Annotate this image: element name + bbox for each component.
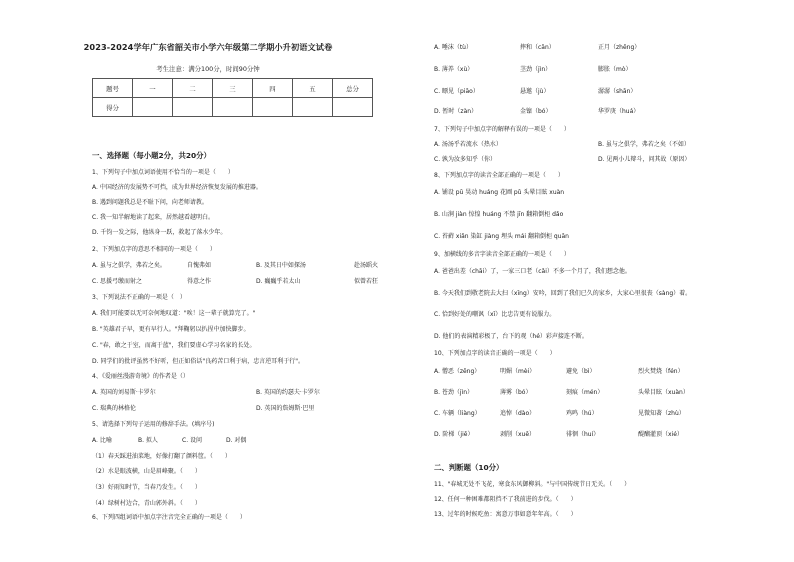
question-10-option-c-1: C. 车辆（liàng） [434, 410, 481, 417]
score-cell-blank[interactable] [173, 98, 213, 117]
score-cell-blank[interactable] [133, 98, 173, 117]
question-3-option-d: D. 同学们的批评虽然不好听，但正如俗话"良药苦口利于病，忠言逆耳利于行"。 [92, 358, 304, 365]
question-5-choice-a: A. 比喻 [92, 437, 112, 444]
question-10-stem: 10、下列加点字的读音正确的一项是（ ） [434, 350, 556, 357]
score-table-header-row [93, 79, 373, 98]
score-cell-header: 四 [253, 79, 293, 98]
exam-instructions: 考生注意：满分100分，时间90分钟 [156, 65, 260, 73]
question-7-option-a: A. 汤汤乎若流水（热水） [434, 141, 502, 148]
question-6-option-b-3: 膨胀（mò） [598, 66, 632, 73]
score-cell-header: 一 [133, 79, 173, 98]
question-10-option-d-4: 醍醐灌顶（xié） [638, 431, 683, 438]
question-6-option-d-3: 华罗庚（huá） [598, 108, 640, 115]
question-7-option-d: D. 见两小儿辩斗，问其故（原因） [598, 156, 691, 163]
question-9-option-b: B. 今天我们到敬老院去大扫（xīng）安吟，回到了我们已久的家乡，大家心里很丧（sàng）着。 [434, 290, 692, 297]
question-6-option-a-1: A. 唾沫（tù） [434, 44, 472, 51]
question-13: 13、过年的时候吃鱼：寓意万事如意年年高。（ ） [434, 511, 577, 518]
question-5-item-2: （2）水是眼波横，山是眉峰聚。（ ） [92, 468, 201, 475]
question-6-option-c-3: 潺潺（shān） [598, 88, 637, 95]
section-heading-judgement: 二、判断题（10分） [434, 463, 504, 472]
question-4-option-a: A. 英国的刘易斯·卡罗尔 [92, 389, 156, 396]
question-6-option-a-2: 摔和（cān） [520, 44, 555, 51]
question-10-option-c-3: 鸡鸣（hú） [566, 410, 598, 417]
question-1-option-a: A. 中国经济的发展势不可挡，成为世界经济恢复发展的推进器。 [92, 184, 262, 191]
score-cell-header: 总分 [333, 79, 373, 98]
question-10-option-d-1: D. 阶梯（jiē） [434, 431, 474, 438]
question-2-option-b-word: 赴汤蹈火 [354, 262, 379, 269]
question-10-option-b-3: 刻痕（mén） [566, 389, 604, 396]
question-2-option-d: D. 巍巍乎若太山 [256, 278, 301, 285]
score-cell-blank[interactable] [293, 98, 333, 117]
question-2-option-d-word: 似曾若狂 [354, 278, 379, 285]
question-10-option-a-1: A. 憎恶（zēng） [434, 368, 481, 375]
question-3-option-c: C. "春，敢之于室，而离于蓝"，我们要虚心学习名家的长处。 [92, 342, 256, 349]
question-10-option-b-1: B. 苍劲（jìn） [434, 389, 474, 396]
question-2-option-b: B. 及其日中如探汤 [256, 262, 306, 269]
question-6-option-c-1: C. 瞟见（piāo） [434, 88, 479, 95]
question-2-option-a-word: 自愧弗如 [187, 262, 212, 269]
question-4-stem: 4、《爱丽丝漫游奇境》的作者是（） [92, 373, 189, 380]
question-2-stem: 2、下列加点字的意思不相同的一项是（ ） [92, 246, 216, 253]
question-1-option-c: C. 我一知半解地读了起来，居然越看越明白。 [92, 214, 215, 221]
question-9-option-c: C. 恰到好处的嘲讽（xī）比忠告更有说服力。 [434, 311, 556, 318]
question-2-option-a: A. 虽与之俱学，弗若之矣。 [92, 262, 166, 269]
question-10-option-b-4: 头晕目眩（xuàn） [638, 389, 689, 396]
score-table-score-row [93, 98, 373, 117]
score-cell-blank[interactable] [213, 98, 253, 117]
question-3-option-a: A. 我们可能要以无可奈何地叹道："唉！这一辈子就算完了。" [92, 310, 256, 317]
question-6-option-d-1: D. 暂时（zàn） [434, 108, 478, 115]
question-10-option-b-2: 薄雾（bó） [500, 389, 532, 396]
question-1-option-d: D. 千钧一发之际，他纵身一跃，救起了落水少年。 [92, 229, 227, 236]
score-cell-blank[interactable] [253, 98, 293, 117]
question-8-option-a: A. 铺设 pū 昊动 huáng 花圃 pǔ 头晕目眩 xuàn [434, 189, 565, 196]
right-column [412, 0, 784, 562]
question-10-option-a-2: 明媚（mèi） [500, 368, 536, 375]
score-cell-header: 题号 [93, 79, 133, 98]
question-4-option-d: D. 英国的詹姆斯·巴里 [256, 405, 315, 412]
question-5-item-3: （3）好雨知时节，当春乃发生。（ ） [92, 484, 201, 491]
question-10-option-c-2: 追悼（dào） [500, 410, 536, 417]
question-6-option-b-1: B. 薄养（xù） [434, 66, 474, 73]
question-10-option-d-3: 徘徊（huí） [566, 431, 600, 438]
exam-title: 2023-2024学年广东省韶关市小学六年级第二学期小升初语文试卷 [83, 42, 333, 52]
question-7-stem: 7、下列句子中加点字的解释有误的一项是（ ） [434, 126, 570, 133]
question-3-stem: 3、下列说法不正确的一项是（ ） [92, 294, 186, 301]
question-1-option-b: B. 遇到问题我总是不耻下问，向老师请教。 [92, 199, 208, 206]
question-3-option-b: B. "英雄君子早，更有早行人。"拜鞠躬以扒捏中加快脚步。 [92, 326, 250, 333]
question-6-option-d-2: 金镍（bó） [520, 108, 552, 115]
question-2-option-c: C. 思援弓缴而射之 [92, 278, 143, 285]
question-5-stem: 5、请选择下列句子运用的修辞手法。(填序号) [92, 421, 215, 428]
question-11: 11、"春城无处不飞花，寒食东风御柳斜。"与中国传统节日无关。（ ） [434, 481, 631, 488]
question-5-item-4: （4）绿树村边合，青山郭外斜。（ ） [92, 500, 201, 507]
question-9-stem: 9、加横线的多音字读音全部正确的一项是（ ） [434, 251, 570, 258]
score-row-label: 得分 [93, 98, 133, 117]
question-6-option-b-2: 茎劲（jìn） [520, 66, 552, 73]
question-7-option-c: C. 孰为汝多知乎（你） [434, 156, 497, 163]
question-5-choice-b: B. 拟人 [138, 437, 158, 444]
question-5-choice-c: C. 设问 [182, 437, 203, 444]
question-4-option-c: C. 瑞典的林格伦 [92, 405, 137, 412]
question-7-option-b: B. 虽与之俱学，弗若之矣（不如） [598, 141, 690, 148]
question-12: 12、任何一种困难都阻挡不了我前进的步伐。（ ） [434, 496, 577, 503]
question-8-stem: 8、下列加点字的读音全部正确的一项是（ ） [434, 172, 564, 179]
question-5-item-1: （1）春天踩进油菜地，好像打翻了颜料筐。（ ） [92, 453, 231, 460]
question-9-option-a: A. 爸爸出差（chāi）了，一家三口老（cǎi）不多一个月了，我们想念他。 [434, 268, 631, 275]
question-6-option-c-2: 悬邀（jù） [520, 88, 550, 95]
question-10-option-c-4: 见微知著（zhù） [638, 410, 685, 417]
question-6-option-a-3: 正月（zhēng） [598, 44, 641, 51]
question-8-option-c: C. 苔藓 xiǎn 染缸 jiàng 埋头 mái 翻箱倒柜 quān [434, 233, 569, 240]
question-5-choice-d: D. 对偶 [226, 437, 247, 444]
section-heading-choice: 一、选择题（每小题2分，共20分） [92, 151, 211, 160]
score-table [92, 78, 373, 117]
question-9-option-d: D. 他们的表演精彩极了，台下的观（hé）彩声接连不断。 [434, 333, 588, 340]
score-cell-blank[interactable] [333, 98, 373, 117]
score-cell-header: 五 [293, 79, 333, 98]
score-cell-header: 三 [213, 79, 253, 98]
question-10-option-a-4: 烈火焚烧（fén） [638, 368, 684, 375]
question-4-option-b: B. 英国的约瑟夫·卡罗尔 [256, 389, 320, 396]
question-10-option-a-3: 避免（bì） [566, 368, 596, 375]
question-10-option-d-2: 剥削（xuē） [500, 431, 536, 438]
question-1-stem: 1、下列句子中加点词语使用不恰当的一项是（ ） [92, 169, 234, 176]
question-2-option-c-word: 得意之作 [187, 278, 212, 285]
question-8-option-b: B. 山涧 jiàn 惊惶 huáng 不禁 jīn 翻箱倒柜 dǎo [434, 211, 564, 218]
question-6-stem: 6、下列四组词语中加点字注音完全正确的一项是（ ） [92, 514, 246, 521]
left-column [22, 0, 394, 562]
score-cell-header: 二 [173, 79, 213, 98]
